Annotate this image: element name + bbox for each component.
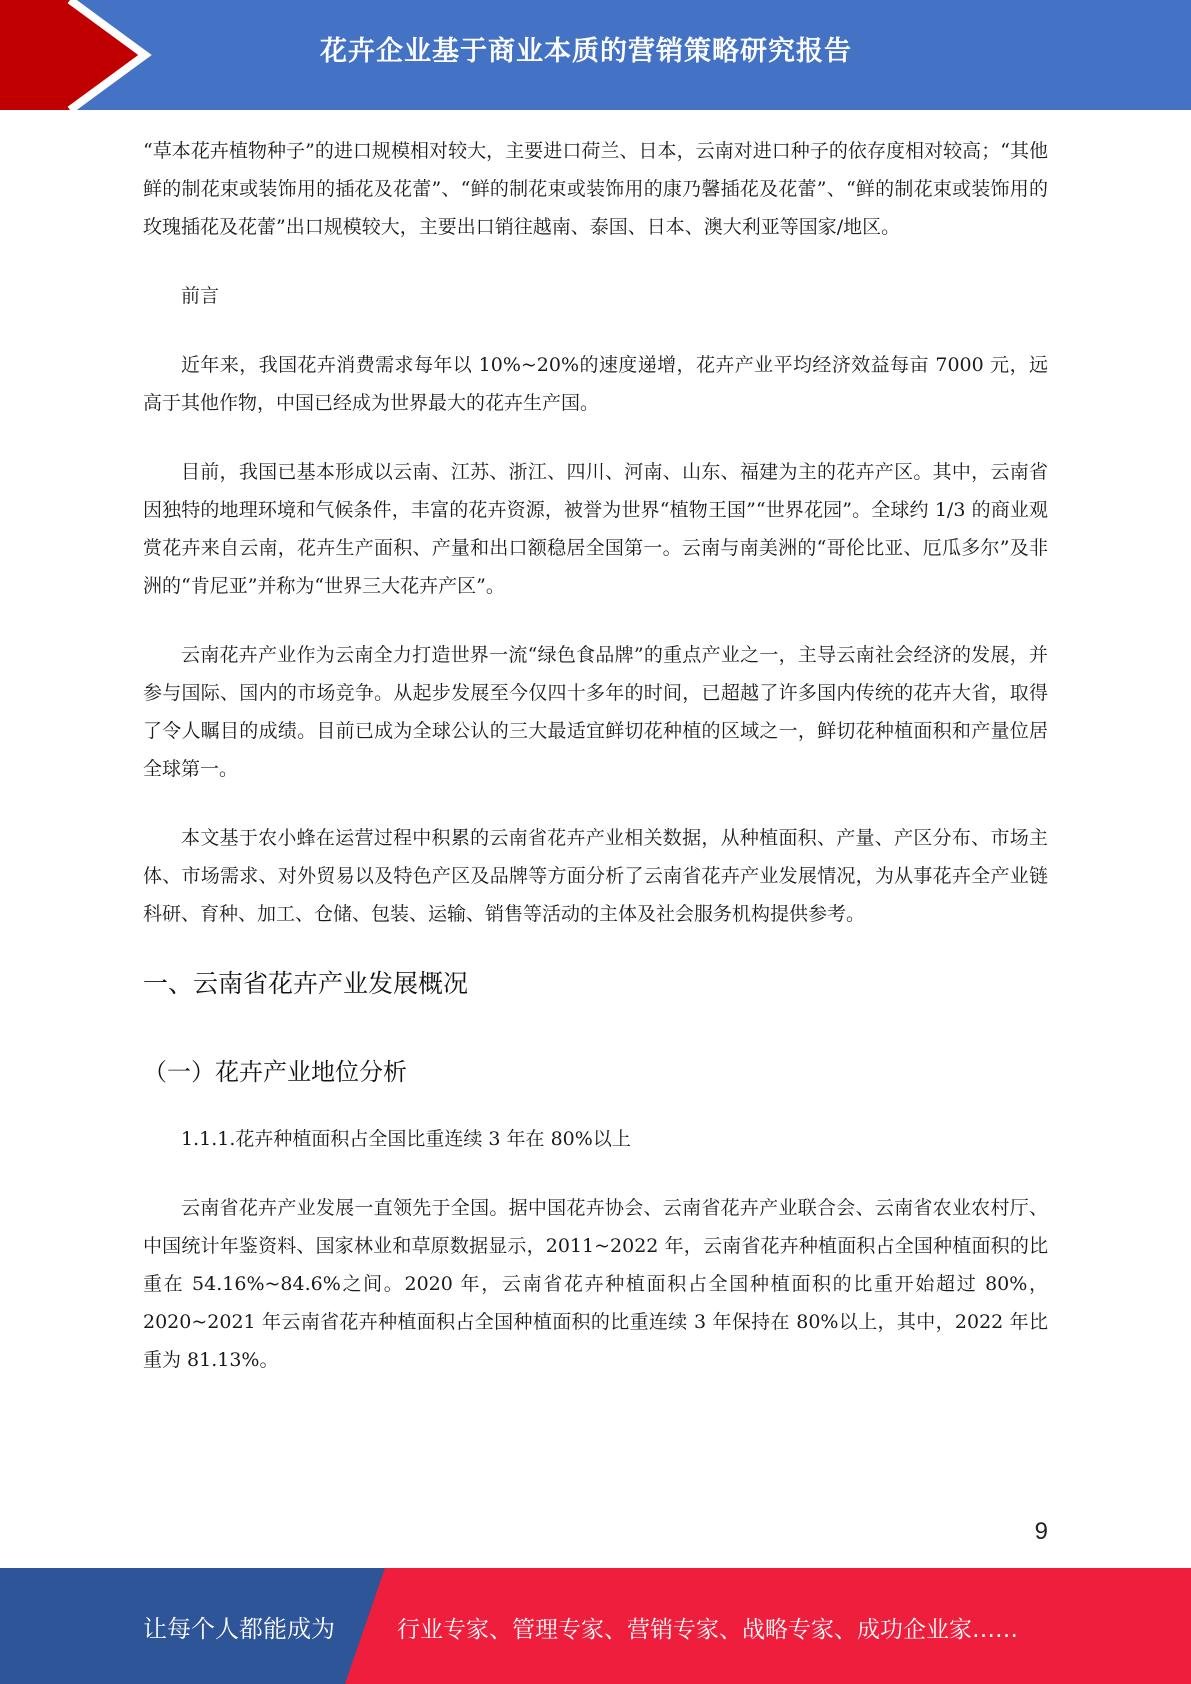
subsection-heading-status: （一）花卉产业地位分析 xyxy=(143,1058,407,1086)
paragraph-yunnan-industry: 云南花卉产业作为云南全力打造世界一流“绿色食品牌”的重点产业之一，主导云南社会经济的发展，并参与国际、国内的市场竞争。从起步发展至今仅四十多年的时间，已超越了许多国内传统的花卉大省，取得了令人瞩目的成绩。目前已成为全球公认的三大最适宜鲜切花种植的区域之一，鲜切花种植面积和产量位居全球第一。 xyxy=(143,644,1048,780)
sub-subsection-heading: 1.1.1.花卉种植面积占全国比重连续 3 年在 80%以上 xyxy=(181,1128,631,1150)
page-header xyxy=(0,0,1191,110)
footer-slogan-right: 行业专家、管理专家、营销专家、战略专家、成功企业家…… xyxy=(397,1617,1018,1643)
preface-heading: 前言 xyxy=(181,285,220,307)
paragraph-consumption-growth: 近年来，我国花卉消费需求每年以 10%~20%的速度递增，花卉产业平均经济效益每亩 7000 元，远高于其他作物，中国已经成为世界最大的花卉生产国。 xyxy=(143,354,1048,414)
paragraph-production-regions: 目前，我国已基本形成以云南、江苏、浙江、四川、河南、山东、福建为主的花卉产区。其中，云南省因独特的地理环境和气候条件，丰富的花卉资源，被誉为世界“植物王国”“世界花园”。全球约 1/3 的商业观赏花卉来自云南，花卉生产面积、产量和出口额稳居全国第一。云南与南美洲的“哥伦比亚、厄瓜多尔”及非洲的“肯尼亚”并称为“世界三大花卉产区”。 xyxy=(143,461,1048,597)
paragraph-report-purpose: 本文基于农小蜂在运营过程中积累的云南省花卉产业相关数据，从种植面积、产量、产区分布、市场主体、市场需求、对外贸易以及特色产区及品牌等方面分析了云南省花卉产业发展情况，为从事花卉全产业链科研、育种、加工、仓储、包装、运输、销售等活动的主体及社会服务机构提供参考。 xyxy=(143,827,1048,925)
report-title: 花卉企业基于商业本质的营销策略研究报告 xyxy=(320,36,852,67)
footer-slogan-left: 让每个人都能成为 xyxy=(143,1615,335,1643)
page-number: 9 xyxy=(1034,1518,1048,1545)
paragraph-planting-area-share: 云南省花卉产业发展一直领先于全国。据中国花卉协会、云南省花卉产业联合会、云南省农业农村厅、中国统计年鉴资料、国家林业和草原数据显示，2011~2022 年，云南省花卉种植面积占全国种植面积的比重在 54.16%~84.6%之间。2020 年，云南省花卉种植面积占全国种植面积的比重开始超过 80%，2020~2021 年云南省花卉种植面积占全国种植面积的比重连续 3 年保持在 80%以上，其中，2022 年比重为 81.13%。 xyxy=(143,1197,1048,1371)
page-footer xyxy=(0,1568,1191,1684)
section-heading-overview: 一、云南省花卉产业发展概况 xyxy=(143,969,469,998)
document-body xyxy=(143,132,1048,1410)
paragraph-imports-exports: “草本花卉植物种子”的进口规模相对较大，主要进口荷兰、日本，云南对进口种子的依存度相对较高；“其他鲜的制花束或装饰用的插花及花蕾”、“鲜的制花束或装饰用的康乃馨插花及花蕾”、“鲜的制花束或装饰用的玫瑰插花及花蕾”出口规模较大，主要出口销往越南、泰国、日本、澳大利亚等国家/地区。 xyxy=(143,140,1048,238)
